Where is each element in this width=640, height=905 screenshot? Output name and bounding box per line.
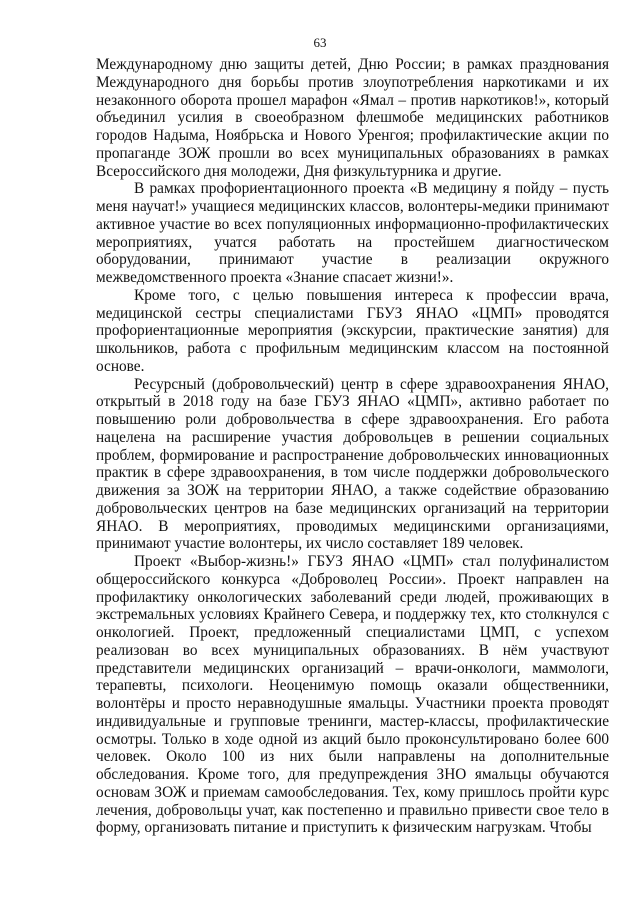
paragraph-volunteer-resource-center: Ресурсный (добровольческий) центр в сфере здравоохранения ЯНАО, открытый в 2018 году на базе ГБУЗ ЯНАО «ЦМП», активно работает по повышению роли добровольчества в сфере здравоохранения. Его работа нацелена на расширение участия добровольцев в решении социальных проблем, формирование и распространение добровольческих инновационных практик в сфере здравоохранения, в том числе поддержки добровольческого движения за ЗОЖ на территории ЯНАО, а также содействие образованию добровольческих центров на базе медицинских организаций на территории ЯНАО. В мероприятиях, проводимых медицинскими организациями, принимают участие волонтеры, их число составляет 189 человек. xyxy=(96,375,609,553)
paragraph-choice-life-project: Проект «Выбор-жизнь!» ГБУЗ ЯНАО «ЦМП» стал полуфиналистом общероссийского конкурса «Доброволец России». Проект направлен на профилактику онкологических заболеваний среди людей, проживающих в экстремальных условиях Крайнего Севера, и поддержку тех, кто столкнулся с онкологией. Проект, предложенный специалистами ЦМП, с успехом реализован во всех муниципальных образованиях. В нём участвуют представители медицинских организаций – врачи-онкологи, маммологи, терапевты, психологи. Неоценимую помощь оказали общественники, волонтёры и просто неравнодушные ямальцы. Участники проекта проводят индивидуальные и групповые тренинги, мастер-классы, профилактические осмотры. Только в ходе одной из акций было проконсультировано более 600 человек. Около 100 из них были направлены на дополнительные обследования. Кроме того, для предупреждения ЗНО ямальцы обучаются основам ЗОЖ и приемам самообследования. Тех, кому пришлось пройти курс лечения, добровольцы учат, как постепенно и правильно привести свое тело в форму, организовать питание и приступить к физическим нагрузкам. Чтобы xyxy=(96,553,609,837)
page-number: 63 xyxy=(313,35,327,50)
paragraph-awareness-events: Международному дню защиты детей, Дню России; в рамках празднования Международного дня борьбы против злоупотребления наркотиками и их незаконного оборота прошел марафон «Ямал – против наркотиков!», который объединил усилия в своеобразном флешмобе медицинских работников городов Надыма, Ноябрьска и Нового Уренгоя; профилактические акции по пропаганде ЗОЖ прошли во всех муниципальных образованиях в рамках Всероссийского дня молодежи, Дня физкультурника и другие. xyxy=(96,56,609,180)
paragraph-career-guidance-project: В рамках профориентационного проекта «В медицину я пойду – пусть меня научат!» учащиеся медицинских классов, волонтеры-медики принимают активное участие во всех популяционных информационно-профилактических мероприятиях, учатся работать на простейшем диагностическом оборудовании, принимают участие в реализации окружного межведомственного проекта «Знание спасает жизни!». xyxy=(96,180,609,286)
paragraph-career-guidance-events: Кроме того, с целью повышения интереса к профессии врача, медицинской сестры специалистами ГБУЗ ЯНАО «ЦМП» проводятся профориентационные мероприятия (экскурсии, практические занятия) для школьников, работа с профильным медицинским классом на постоянной основе. xyxy=(96,286,609,375)
page-body xyxy=(96,56,609,837)
